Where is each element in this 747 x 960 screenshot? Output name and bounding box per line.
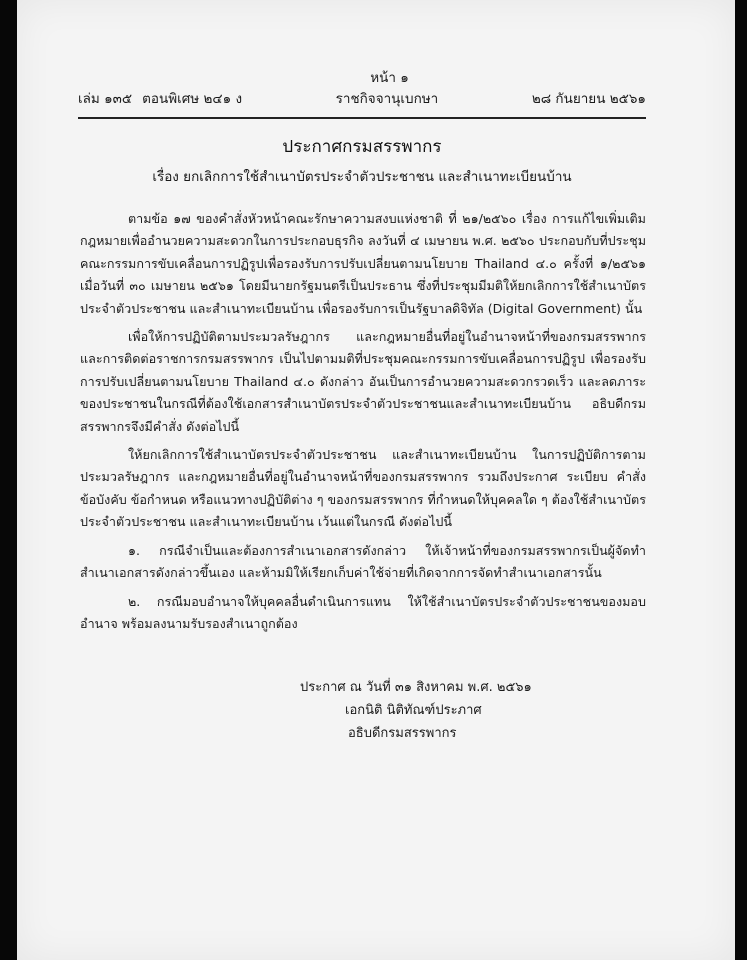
header-divider: [78, 117, 646, 119]
volume-issue: [78, 88, 242, 110]
gazette-header: [78, 68, 646, 110]
signature-block: [300, 676, 630, 745]
page-number: หน้า ๑: [370, 70, 409, 86]
gazette-date: ๒๘ กันยายน ๒๕๖๑: [531, 91, 646, 107]
list-item-2: ๒. กรณีมอบอำนาจให้บุคคลอื่นดำเนินการแทน ให้ใช้สำเนาบัตรประจำตัวประชาชนของมอบอำนาจ พร้อมลงนามรับรองสำเนาถูกต้อง: [80, 593, 646, 631]
gazette-header-row: [78, 88, 646, 110]
list-item-1: ๑. กรณีจำเป็นและต้องการสำเนาเอกสารดังกล่าว ให้เจ้าหน้าที่ของกรมสรรพากรเป็นผู้จัดทำสำเนาเอกสารดังกล่าวขึ้นเอง และห้ามมิให้เรียกเก็บค่าใช้จ่ายที่เกิดจากการจัดทำสำเนาเอกสารนั้น: [80, 542, 646, 581]
document-subject: เรื่อง ยกเลิกการใช้สำเนาบัตรประจำตัวประชาชน และสำเนาทะเบียนบ้าน: [152, 169, 572, 185]
announcement-date: ประกาศ ณ วันที่ ๓๑ สิงหาคม พ.ศ. ๒๕๖๑: [300, 680, 532, 695]
signatory-name: เอกนิติ นิติทัณฑ์ประภาศ: [345, 703, 482, 718]
gazette-name: ราชกิจจานุเบกษา: [335, 91, 439, 107]
paragraph-1: ตามข้อ ๑๗ ของคำสั่งหัวหน้าคณะรักษาความสงบแห่งชาติ ที่ ๒๑/๒๕๖๐ เรื่อง การแก้ไขเพิ่มเติมกฎหมายเพื่ออำนวยความสะดวกในการประกอบธุรกิจ ลงวันที่ ๔ เมษายน พ.ศ. ๒๕๖๐ ประกอบกับที่ประชุมคณะกรรมการขับเคลื่อนการปฏิรูปเพื่อรองรับการปรับเปลี่ยนตามนโยบาย Thailand ๔.๐ ครั้งที่ ๑/๒๕๖๑ เมื่อวันที่ ๓๐ เมษายน ๒๕๖๑ โดยมีนายกรัฐมนตรีเป็นประธาน ซึ่งที่ประชุมมีมติให้ยกเลิกการใช้สำเนาบัตรประจำตัวประชาชน และสำเนาทะเบียนบ้าน เพื่อรองรับการเป็นรัฐบาลดิจิทัล (Digital Government) นั้น: [80, 211, 646, 316]
paragraph-2: เพื่อให้การปฏิบัติตามประมวลรัษฎากร และกฎหมายอื่นที่อยู่ในอำนาจหน้าที่ของกรมสรรพากร และการติดต่อราชการกรมสรรพากร เป็นไปตามมติที่ประชุมคณะกรรมการขับเคลื่อนการปฏิรูป เพื่อรองรับการปรับเปลี่ยนตามนโยบาย Thailand ๔.๐ ดังกล่าว อันเป็นการอำนวยความสะดวกรวดเร็ว และลดภาระของประชาชนในกรณีที่ต้องใช้เอกสารสำเนาบัตรประจำตัวประชาชนและสำเนาทะเบียนบ้าน อธิบดีกรมสรรพากรจึงมีคำสั่ง ดังต่อไปนี้: [80, 329, 646, 434]
signatory-position: อธิบดีกรมสรรพากร: [348, 726, 457, 741]
volume: เล่ม ๑๓๕: [78, 91, 133, 107]
document-title: ประกาศกรมสรรพากร: [282, 137, 442, 157]
document-body: [80, 208, 646, 641]
paragraph-3: ให้ยกเลิกการใช้สำเนาบัตรประจำตัวประชาชน และสำเนาทะเบียนบ้าน ในการปฏิบัติการตามประมวลรัษฎากร และกฎหมายอื่นที่อยู่ในอำนาจหน้าที่ของกรมสรรพากร รวมถึงประกาศ ระเบียบ คำสั่ง ข้อบังคับ ข้อกำหนด หรือแนวทางปฏิบัติต่าง ๆ ของกรมสรรพากร ที่กำหนดให้บุคคลใด ๆ ต้องใช้สำเนาบัตรประจำตัวประชาชน และสำเนาทะเบียนบ้าน เว้นแต่ในกรณี ดังต่อไปนี้: [80, 447, 646, 530]
issue: ตอนพิเศษ ๒๔๑ ง: [142, 91, 243, 107]
